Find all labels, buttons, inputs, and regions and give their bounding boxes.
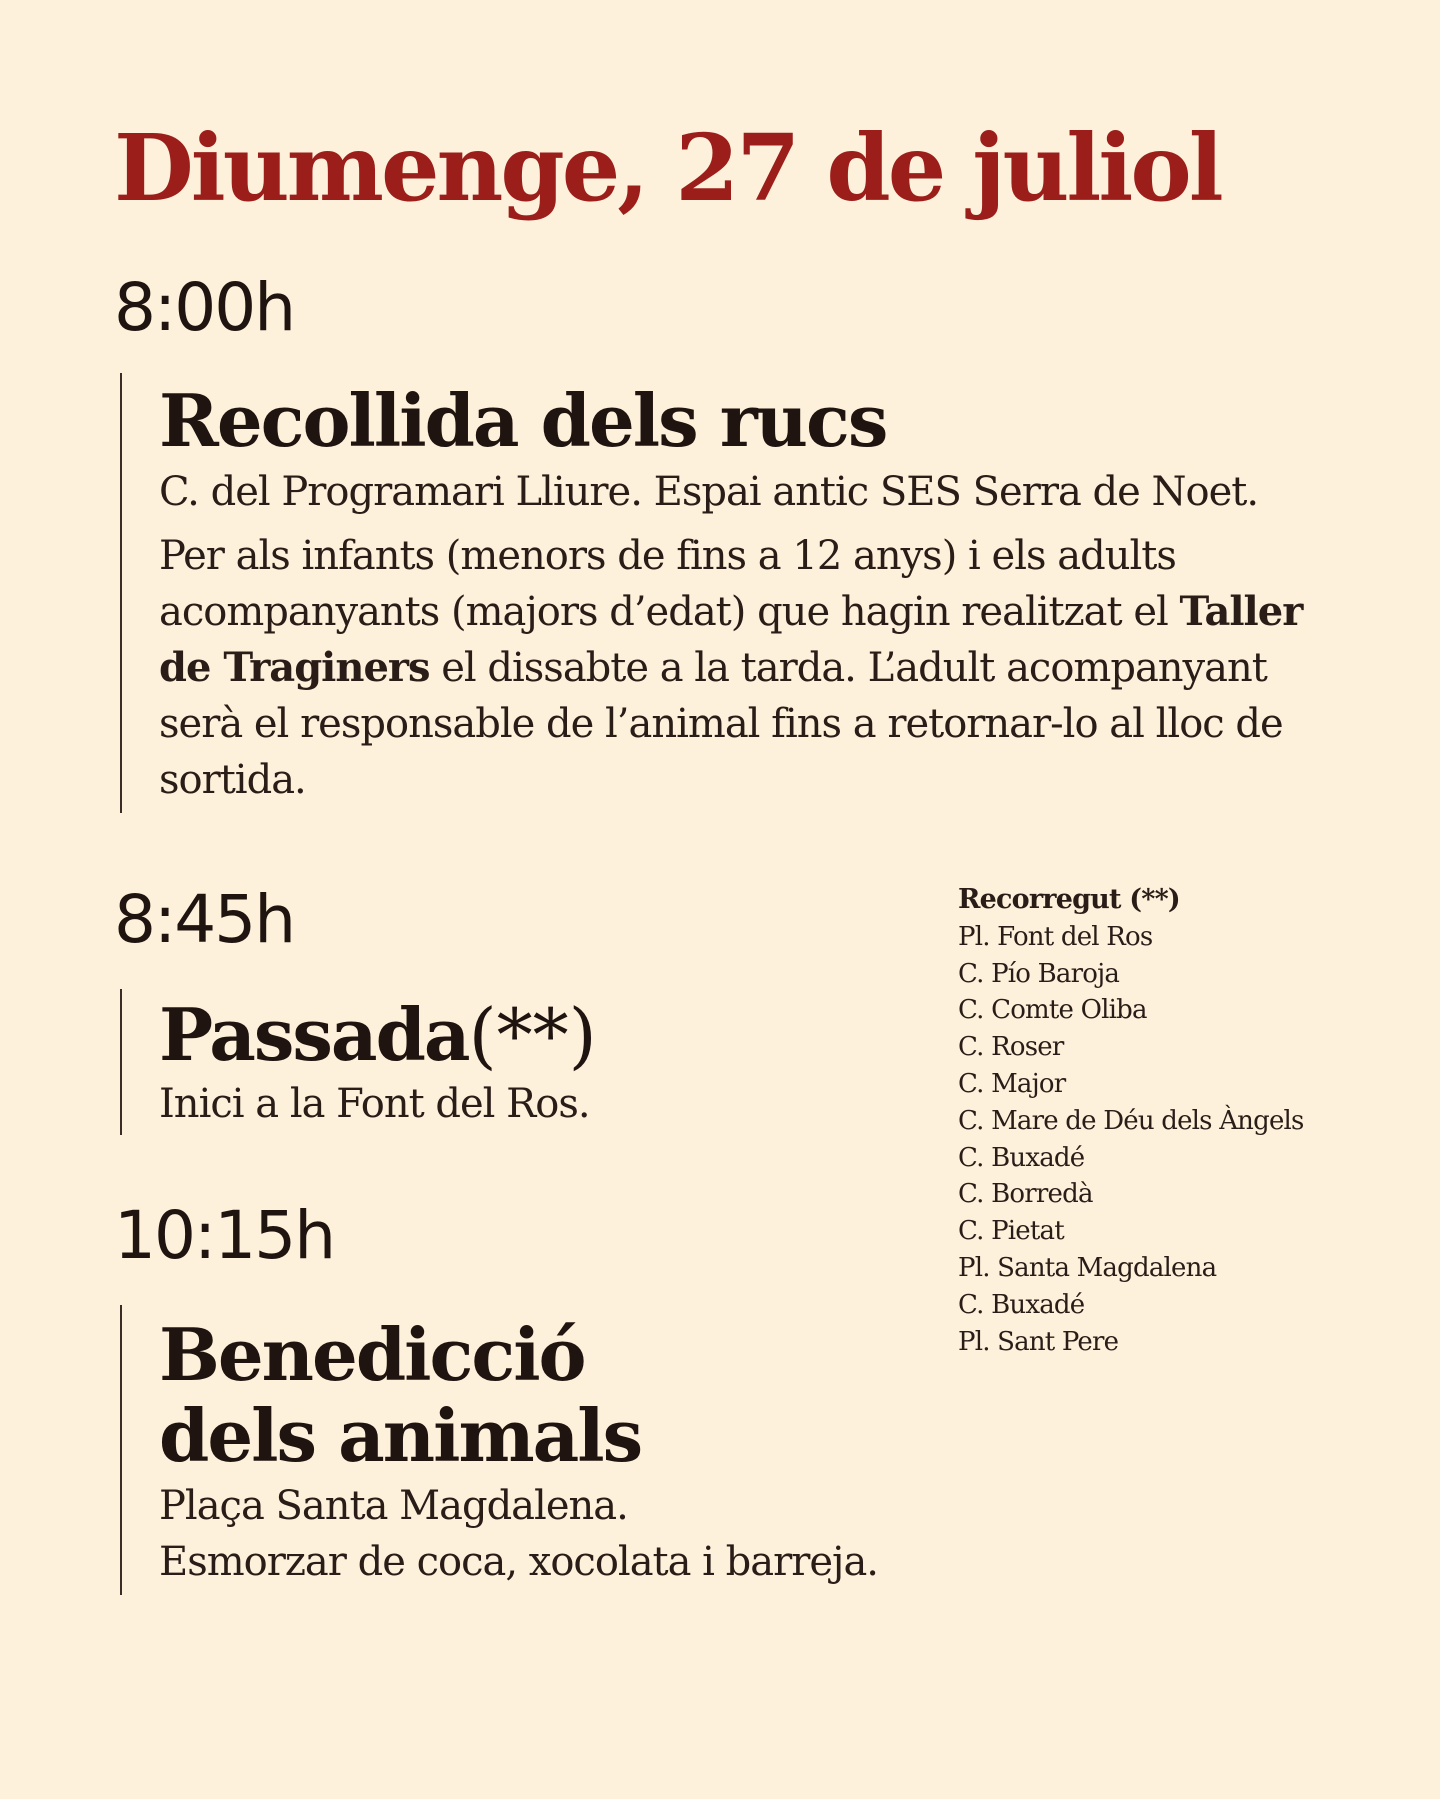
event-description-1-bold: Taller de Traginers xyxy=(159,587,1303,691)
route-stop: C. Pío Baroja xyxy=(958,958,1120,989)
event-description-1-end: el dissabte a la tarda. L’adult acompanyant serà el responsable de l’animal fins a retornar-lo al lloc de sortida. xyxy=(159,644,1283,803)
event-location-2: Inici a la Font del Ros. xyxy=(159,1080,590,1127)
event-title-3-line2: dels animals xyxy=(159,1392,642,1478)
event-description-1 xyxy=(159,528,1360,808)
route-stop: C. Mare de Déu dels Àngels xyxy=(958,1105,1304,1136)
event-title-2-note: (**) xyxy=(468,993,597,1077)
event-location-3: Plaça Santa Magdalena. xyxy=(159,1483,628,1530)
event-time-3: 10:15h xyxy=(114,1197,335,1274)
event-title-2 xyxy=(159,992,880,1077)
route-stop: C. Roser xyxy=(958,1032,1064,1063)
event-description-1-start: Per als infants (menors de fins a 12 anys) i els adults acompanyants (majors d’edat) que hagin realitzat el xyxy=(159,532,1180,635)
route-stop: C. Borredà xyxy=(958,1179,1093,1210)
route-stop: C. Major xyxy=(958,1068,1066,1099)
route-title: Recorregut (**) xyxy=(958,884,1180,915)
event-time-1: 8:00h xyxy=(114,269,295,346)
event-location-1: C. del Programari Lliure. Espai antic SES Serra de Noet. xyxy=(159,468,1259,515)
route-stop: C. Buxadé xyxy=(958,1289,1085,1320)
event-time-2: 8:45h xyxy=(114,881,295,958)
route-stop: Pl. Sant Pere xyxy=(958,1326,1119,1357)
route-stop: C. Pietat xyxy=(958,1216,1064,1247)
event-extra-3: Esmorzar de coca, xocolata i barreja. xyxy=(159,1539,879,1586)
event-recollida xyxy=(120,373,1360,813)
event-title-1: Recollida dels rucs xyxy=(159,378,887,463)
event-title-2-text: Passada xyxy=(159,992,469,1077)
event-title-3-line1: Benedicció xyxy=(159,1312,585,1397)
route-stop: C. Comte Oliba xyxy=(958,995,1147,1026)
day-title: Diumenge, 27 de juliol xyxy=(114,114,1221,222)
event-passada xyxy=(120,989,880,1135)
route-stop: Pl. Font del Ros xyxy=(958,921,1153,952)
event-title-3 xyxy=(159,1312,980,1478)
route-box xyxy=(958,882,1398,1360)
event-benediccio xyxy=(120,1305,980,1595)
route-list xyxy=(958,919,1398,1361)
route-stop: Pl. Santa Magdalena xyxy=(958,1252,1217,1283)
route-stop: C. Buxadé xyxy=(958,1142,1085,1173)
